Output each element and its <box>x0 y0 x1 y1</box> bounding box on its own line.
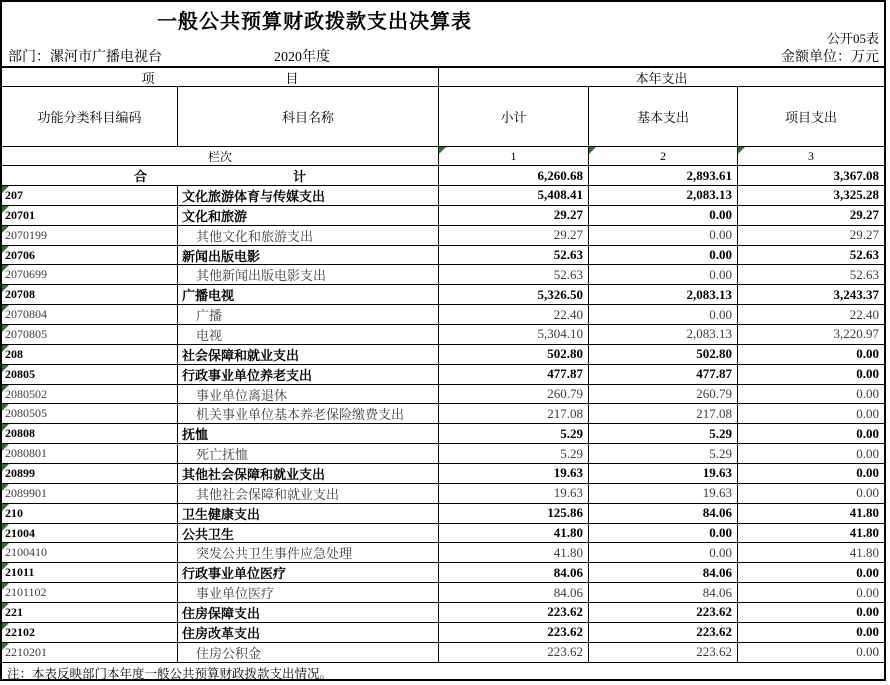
column-index-cell-3: 3 <box>738 147 884 166</box>
cell-flag-icon <box>2 623 9 630</box>
function-code-cell: 2080505 <box>2 404 178 424</box>
table-row <box>2 583 884 603</box>
function-code-cell: 21004 <box>2 524 178 544</box>
cell-flag-icon <box>2 524 9 531</box>
column-header-subtotal: 小计 <box>439 87 589 147</box>
table-row <box>2 345 884 365</box>
cell-flag-icon <box>2 484 9 491</box>
table-row <box>2 563 884 583</box>
column-index-cell-2: 2 <box>589 147 738 166</box>
project-expense-cell: 29.27 <box>738 206 884 226</box>
project-expense-cell: 3,243.37 <box>738 285 884 305</box>
subtotal-cell: 41.80 <box>439 524 589 544</box>
subject-name-cell: 其他新闻出版电影支出 <box>178 265 439 285</box>
column-header-subject-name: 科目名称 <box>178 87 439 147</box>
cell-flag-icon <box>2 226 9 233</box>
subtotal-cell: 19.63 <box>439 484 589 504</box>
table-row <box>2 305 884 325</box>
subject-name-cell: 其他文化和旅游支出 <box>178 226 439 246</box>
header-row-item-group <box>2 68 884 87</box>
table-row <box>2 504 884 524</box>
subject-name-cell: 其他社会保障和就业支出 <box>178 484 439 504</box>
subtotal-cell: 29.27 <box>439 226 589 246</box>
cell-flag-icon <box>2 504 9 511</box>
basic-expense-cell: 0.00 <box>589 226 738 246</box>
subject-name-cell: 电视 <box>178 325 439 345</box>
subject-name-cell: 广播 <box>178 305 439 325</box>
project-expense-cell: 0.00 <box>738 365 884 385</box>
cell-flag-icon <box>2 186 9 193</box>
subtotal-cell: 52.63 <box>439 265 589 285</box>
function-code-cell: 2070199 <box>2 226 178 246</box>
subject-name-cell: 社会保障和就业支出 <box>178 345 439 365</box>
cell-flag-icon <box>2 404 9 411</box>
table-row <box>2 246 884 266</box>
current-year-expense-header-cell: 本年支出 <box>439 68 884 87</box>
table-row <box>2 206 884 226</box>
project-expense-cell: 41.80 <box>738 524 884 544</box>
item-char-1: 项 <box>141 70 155 86</box>
project-expense-cell: 0.00 <box>738 444 884 464</box>
basic-expense-cell: 19.63 <box>589 484 738 504</box>
page-title: 一般公共预算财政拨款支出决算表 <box>157 11 472 33</box>
basic-expense-cell: 19.63 <box>589 464 738 484</box>
function-code-cell: 2100410 <box>2 543 178 563</box>
basic-expense-cell: 0.00 <box>589 246 738 266</box>
cell-flag-icon <box>2 206 9 213</box>
function-code-cell: 208 <box>2 345 178 365</box>
project-expense-cell: 0.00 <box>738 464 884 484</box>
basic-expense-cell: 2,083.13 <box>589 325 738 345</box>
subject-name-cell: 新闻出版电影 <box>178 246 439 266</box>
table-row <box>2 404 884 424</box>
item-char-2: 目 <box>285 70 299 86</box>
table-row <box>2 643 884 663</box>
cell-flag-icon <box>2 345 9 352</box>
project-expense-cell: 0.00 <box>738 345 884 365</box>
project-expense-cell: 41.80 <box>738 543 884 563</box>
subtotal-cell: 5.29 <box>439 424 589 444</box>
subject-name-cell: 突发公共卫生事件应急处理 <box>178 543 439 563</box>
function-code-cell: 20706 <box>2 246 178 266</box>
basic-expense-cell: 0.00 <box>589 305 738 325</box>
table-row <box>2 464 884 484</box>
column-index-row <box>2 147 884 166</box>
grand-total-row <box>2 166 884 186</box>
table-row <box>2 325 884 345</box>
function-code-cell: 20708 <box>2 285 178 305</box>
grand-total-label-cell <box>2 166 439 186</box>
basic-expense-cell: 502.80 <box>589 345 738 365</box>
table-row <box>2 623 884 643</box>
basic-expense-cell: 84.06 <box>589 504 738 524</box>
cell-flag-icon <box>2 643 9 650</box>
cell-flag-icon <box>2 385 9 392</box>
function-code-cell: 2070804 <box>2 305 178 325</box>
subtotal-cell: 260.79 <box>439 385 589 405</box>
function-code-cell: 20805 <box>2 365 178 385</box>
table-row <box>2 424 884 444</box>
subject-name-cell: 文化旅游体育与传媒支出 <box>178 186 439 206</box>
subtotal-cell: 125.86 <box>439 504 589 524</box>
project-expense-cell: 0.00 <box>738 643 884 663</box>
subtotal-cell: 52.63 <box>439 246 589 266</box>
project-expense-cell: 3,220.97 <box>738 325 884 345</box>
basic-expense-cell: 0.00 <box>589 543 738 563</box>
subject-name-cell: 广播电视 <box>178 285 439 305</box>
subtotal-cell: 5,408.41 <box>439 186 589 206</box>
table-row <box>2 484 884 504</box>
note-row <box>2 663 884 683</box>
total-char-2: 计 <box>292 169 306 184</box>
amount-unit-label: 金额单位：万元 <box>781 50 879 65</box>
subject-name-cell: 公共卫生 <box>178 524 439 544</box>
project-expense-cell: 0.00 <box>738 484 884 504</box>
basic-expense-cell: 223.62 <box>589 603 738 623</box>
function-code-cell: 21011 <box>2 563 178 583</box>
cell-flag-icon <box>2 464 9 471</box>
basic-expense-cell: 477.87 <box>589 365 738 385</box>
basic-expense-cell: 223.62 <box>589 643 738 663</box>
subject-name-cell: 行政事业单位医疗 <box>178 563 439 583</box>
subtotal-cell: 223.62 <box>439 643 589 663</box>
cell-flag-icon <box>2 305 9 312</box>
project-expense-cell: 22.40 <box>738 305 884 325</box>
basic-expense-cell: 84.06 <box>589 563 738 583</box>
table-row <box>2 603 884 623</box>
subtotal-cell: 217.08 <box>439 404 589 424</box>
function-code-cell: 2070699 <box>2 265 178 285</box>
basic-expense-cell: 0.00 <box>589 524 738 544</box>
basic-expense-cell: 84.06 <box>589 583 738 603</box>
function-code-cell: 210 <box>2 504 178 524</box>
subject-name-cell: 事业单位医疗 <box>178 583 439 603</box>
basic-expense-cell: 5.29 <box>589 424 738 444</box>
table-row <box>2 543 884 563</box>
subject-name-cell: 抚恤 <box>178 424 439 444</box>
cell-flag-icon <box>2 543 9 550</box>
subject-name-cell: 文化和旅游 <box>178 206 439 226</box>
department-label: 部门：漯河市广播电视台 <box>8 50 162 65</box>
grand-total-basic-cell: 2,893.61 <box>589 166 738 186</box>
function-code-cell: 2080801 <box>2 444 178 464</box>
column-index-cell-1: 1 <box>439 147 589 166</box>
column-header-function-code: 功能分类科目编码 <box>2 87 178 147</box>
cell-flag-icon <box>2 424 9 431</box>
function-code-cell: 2070805 <box>2 325 178 345</box>
function-code-cell: 2089901 <box>2 484 178 504</box>
function-code-cell: 22102 <box>2 623 178 643</box>
function-code-cell: 20808 <box>2 424 178 444</box>
table-row <box>2 265 884 285</box>
table-code-label: 公开05表 <box>826 31 879 46</box>
cell-flag-icon <box>2 583 9 590</box>
grand-total-project-cell: 3,367.08 <box>738 166 884 186</box>
subject-name-cell: 住房公积金 <box>178 643 439 663</box>
cell-flag-icon <box>2 265 9 272</box>
subject-name-cell: 住房改革支出 <box>178 623 439 643</box>
subtotal-cell: 29.27 <box>439 206 589 226</box>
table-row <box>2 444 884 464</box>
grand-total-subtotal-cell: 6,260.68 <box>439 166 589 186</box>
rank-label-cell: 栏次 <box>2 147 439 166</box>
subject-name-cell: 机关事业单位基本养老保险缴费支出 <box>178 404 439 424</box>
project-expense-cell: 41.80 <box>738 504 884 524</box>
basic-expense-cell: 223.62 <box>589 623 738 643</box>
basic-expense-cell: 0.00 <box>589 265 738 285</box>
basic-expense-cell: 260.79 <box>589 385 738 405</box>
subject-name-cell: 事业单位离退休 <box>178 385 439 405</box>
cell-flag-icon <box>2 246 9 253</box>
cell-flag-icon <box>2 285 9 292</box>
basic-expense-cell: 5.29 <box>589 444 738 464</box>
cell-flag-icon <box>2 444 9 451</box>
cell-flag-icon <box>2 325 9 332</box>
item-group-header-cell <box>2 68 439 87</box>
subject-name-cell: 住房保障支出 <box>178 603 439 623</box>
subtotal-cell: 502.80 <box>439 345 589 365</box>
basic-expense-cell: 2,083.13 <box>589 285 738 305</box>
project-expense-cell: 3,325.28 <box>738 186 884 206</box>
function-code-cell: 207 <box>2 186 178 206</box>
subject-name-cell: 其他社会保障和就业支出 <box>178 464 439 484</box>
column-header-project-expense: 项目支出 <box>738 87 884 147</box>
project-expense-cell: 0.00 <box>738 623 884 643</box>
budget-table <box>2 66 884 683</box>
project-expense-cell: 52.63 <box>738 246 884 266</box>
cell-flag-icon <box>589 147 596 154</box>
project-expense-cell: 0.00 <box>738 385 884 405</box>
cell-flag-icon <box>439 147 446 154</box>
function-code-cell: 2101102 <box>2 583 178 603</box>
project-expense-cell: 52.63 <box>738 265 884 285</box>
subtotal-cell: 5.29 <box>439 444 589 464</box>
project-expense-cell: 0.00 <box>738 404 884 424</box>
table-row <box>2 365 884 385</box>
table-row <box>2 385 884 405</box>
subject-name-cell: 行政事业单位养老支出 <box>178 365 439 385</box>
fiscal-year-label: 2020年度 <box>274 50 330 65</box>
column-header-basic-expense: 基本支出 <box>589 87 738 147</box>
project-expense-cell: 0.00 <box>738 603 884 623</box>
subtotal-cell: 223.62 <box>439 603 589 623</box>
subtotal-cell: 22.40 <box>439 305 589 325</box>
project-expense-cell: 0.00 <box>738 583 884 603</box>
total-char-1: 合 <box>133 169 147 184</box>
meta-row <box>2 46 884 66</box>
subtotal-cell: 5,326.50 <box>439 285 589 305</box>
subtotal-cell: 41.80 <box>439 543 589 563</box>
table-row <box>2 524 884 544</box>
cell-flag-icon <box>2 563 9 570</box>
function-code-cell: 2210201 <box>2 643 178 663</box>
function-code-cell: 2080502 <box>2 385 178 405</box>
basic-expense-cell: 0.00 <box>589 206 738 226</box>
subtotal-cell: 477.87 <box>439 365 589 385</box>
table-row <box>2 186 884 206</box>
subject-name-cell: 卫生健康支出 <box>178 504 439 524</box>
subtotal-cell: 223.62 <box>439 623 589 643</box>
cell-flag-icon <box>2 365 9 372</box>
subtotal-cell: 84.06 <box>439 563 589 583</box>
header-row-columns <box>2 87 884 147</box>
basic-expense-cell: 2,083.13 <box>589 186 738 206</box>
function-code-cell: 20899 <box>2 464 178 484</box>
cell-flag-icon <box>2 603 9 610</box>
project-expense-cell: 0.00 <box>738 563 884 583</box>
table-row <box>2 285 884 305</box>
cell-flag-icon <box>738 147 745 154</box>
subtotal-cell: 84.06 <box>439 583 589 603</box>
subtotal-cell: 5,304.10 <box>439 325 589 345</box>
function-code-cell: 221 <box>2 603 178 623</box>
basic-expense-cell: 217.08 <box>589 404 738 424</box>
project-expense-cell: 0.00 <box>738 424 884 444</box>
table-row <box>2 226 884 246</box>
table-note: 注：本表反映部门本年度一般公共预算财政拨款支出情况。 <box>7 666 333 681</box>
subtotal-cell: 19.63 <box>439 464 589 484</box>
function-code-cell: 20701 <box>2 206 178 226</box>
subject-name-cell: 死亡抚恤 <box>178 444 439 464</box>
project-expense-cell: 29.27 <box>738 226 884 246</box>
